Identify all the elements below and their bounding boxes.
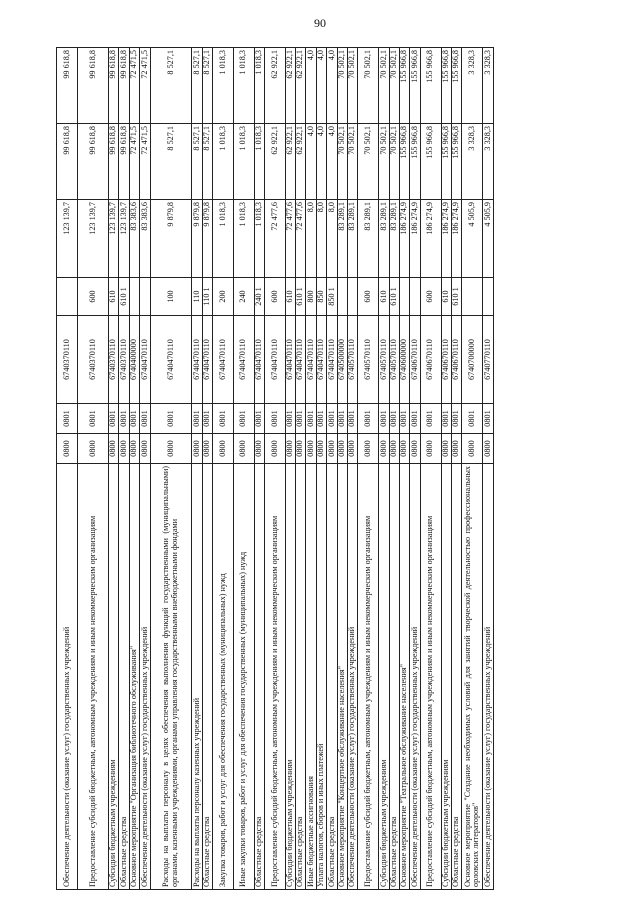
row-amount-1: 123 139,7 bbox=[57, 200, 78, 278]
table-row bbox=[212, 48, 233, 890]
table-row bbox=[202, 48, 212, 890]
table-row bbox=[254, 48, 264, 890]
row-amount-2: 155 966,8 bbox=[451, 124, 461, 200]
row-amount-1: 9 879,8 bbox=[202, 200, 212, 278]
row-amount-2: 1 018,3 bbox=[233, 124, 254, 200]
row-amount-3: 70 502,1 bbox=[358, 48, 379, 124]
row-target-code: 6740470110 bbox=[140, 316, 150, 404]
row-target-code: 6740470110 bbox=[150, 316, 192, 404]
row-section-code: 0801 bbox=[306, 404, 316, 434]
row-section-code: 0801 bbox=[254, 404, 264, 434]
table-row bbox=[192, 48, 202, 890]
row-expense-type: 110 bbox=[192, 278, 202, 316]
row-name: Уплата налогов, сборов и иных платежей bbox=[316, 464, 326, 890]
row-name: Субсидии бюджетным учреждениям bbox=[379, 464, 389, 890]
row-amount-3: 4,0 bbox=[306, 48, 316, 124]
row-name: Предоставление субсидий бюджетным, автономным учреждениям и иным некоммерческим организациям bbox=[420, 464, 441, 890]
table-row bbox=[337, 48, 347, 890]
row-amount-1: 8,0 bbox=[327, 200, 337, 278]
row-amount-1: 83 383,6 bbox=[129, 200, 139, 278]
row-amount-2: 70 502,1 bbox=[389, 124, 399, 200]
row-amount-2: 99 618,8 bbox=[57, 124, 78, 200]
row-expense-type: 610 1 bbox=[451, 278, 461, 316]
row-amount-1: 8,0 bbox=[316, 200, 326, 278]
row-amount-3: 155 966,8 bbox=[400, 48, 410, 124]
row-section-code: 0801 bbox=[389, 404, 399, 434]
row-expense-type: 850 bbox=[316, 278, 326, 316]
row-expense-type: 610 1 bbox=[389, 278, 399, 316]
table-row bbox=[389, 48, 399, 890]
row-target-code: 6740370110 bbox=[108, 316, 118, 404]
row-name: Основное мероприятие "Концертное обслуживание населения" bbox=[337, 464, 347, 890]
row-amount-2: 99 618,8 bbox=[108, 124, 118, 200]
row-amount-2: 70 502,1 bbox=[379, 124, 389, 200]
row-ved-code: 0800 bbox=[451, 434, 461, 464]
row-amount-1: 186 274,9 bbox=[400, 200, 410, 278]
row-amount-2: 70 502,1 bbox=[348, 124, 358, 200]
row-amount-2: 72 471,5 bbox=[129, 124, 139, 200]
row-expense-type: 610 1 bbox=[119, 278, 129, 316]
row-amount-1: 83 383,6 bbox=[140, 200, 150, 278]
row-section-code: 0801 bbox=[462, 404, 483, 434]
row-amount-3: 99 618,8 bbox=[108, 48, 118, 124]
row-section-code: 0801 bbox=[140, 404, 150, 434]
row-name: Иные бюджетные ассигнования bbox=[306, 464, 316, 890]
row-section-code: 0801 bbox=[285, 404, 295, 434]
row-ved-code: 0800 bbox=[389, 434, 399, 464]
row-amount-2: 99 618,8 bbox=[77, 124, 108, 200]
row-amount-3: 155 966,8 bbox=[451, 48, 461, 124]
row-target-code: 6740570110 bbox=[348, 316, 358, 404]
table-row bbox=[358, 48, 379, 890]
row-amount-3: 70 502,1 bbox=[348, 48, 358, 124]
row-target-code: 6740670110 bbox=[441, 316, 451, 404]
row-target-code: 6740470110 bbox=[327, 316, 337, 404]
row-name: Областные средства bbox=[327, 464, 337, 890]
row-amount-3: 155 966,8 bbox=[420, 48, 441, 124]
row-amount-3: 3 328,3 bbox=[483, 48, 493, 124]
row-amount-1: 4 505,9 bbox=[483, 200, 493, 278]
row-target-code: 6740570110 bbox=[379, 316, 389, 404]
row-amount-1: 1 018,3 bbox=[254, 200, 264, 278]
row-name: Предоставление субсидий бюджетным, автономным учреждениям и иным некоммерческим организациям bbox=[264, 464, 285, 890]
row-name: Субсидии бюджетным учреждениям bbox=[285, 464, 295, 890]
table-row bbox=[420, 48, 441, 890]
row-name: Расходы на выплаты персоналу в целях обеспечения выполнения функций государственными (муниципальными) органами, казенными учреждениями, органами управления государственными внебюджетными фондами bbox=[150, 464, 192, 890]
table-row bbox=[306, 48, 316, 890]
row-expense-type bbox=[410, 278, 420, 316]
row-ved-code: 0800 bbox=[327, 434, 337, 464]
row-amount-3: 1 018,3 bbox=[254, 48, 264, 124]
row-expense-type bbox=[337, 278, 347, 316]
row-ved-code: 0800 bbox=[420, 434, 441, 464]
row-name: Предоставление субсидий бюджетным, автономным учреждениям и иным некоммерческим организациям bbox=[358, 464, 379, 890]
row-name: Основное мероприятие "Театральное обслуживание населения" bbox=[400, 464, 410, 890]
table-row bbox=[400, 48, 410, 890]
row-amount-3: 8 527,1 bbox=[192, 48, 202, 124]
row-amount-2: 3 328,3 bbox=[462, 124, 483, 200]
row-target-code: 6740400000 bbox=[129, 316, 139, 404]
row-amount-1: 9 879,8 bbox=[192, 200, 202, 278]
row-amount-3: 4,0 bbox=[316, 48, 326, 124]
row-name: Иные закупки товаров, работ и услуг для обеспечения государственных (муниципальных) нужд bbox=[233, 464, 254, 890]
row-ved-code: 0800 bbox=[129, 434, 139, 464]
row-amount-1: 123 139,7 bbox=[119, 200, 129, 278]
row-section-code: 0801 bbox=[379, 404, 389, 434]
row-amount-3: 99 618,8 bbox=[57, 48, 78, 124]
table-row bbox=[462, 48, 483, 890]
row-section-code: 0801 bbox=[212, 404, 233, 434]
table-row bbox=[129, 48, 139, 890]
row-target-code: 6740570110 bbox=[358, 316, 379, 404]
table-row bbox=[119, 48, 129, 890]
row-expense-type bbox=[57, 278, 78, 316]
row-amount-1: 72 477,6 bbox=[285, 200, 295, 278]
row-expense-type bbox=[462, 278, 483, 316]
row-ved-code: 0800 bbox=[264, 434, 285, 464]
table-row bbox=[410, 48, 420, 890]
row-target-code: 6740470110 bbox=[254, 316, 264, 404]
budget-table-body bbox=[57, 48, 494, 890]
row-expense-type: 240 bbox=[233, 278, 254, 316]
row-amount-2: 155 966,8 bbox=[400, 124, 410, 200]
table-row bbox=[451, 48, 461, 890]
row-amount-1: 4 505,9 bbox=[462, 200, 483, 278]
row-target-code: 6740500000 bbox=[337, 316, 347, 404]
row-amount-3: 1 018,3 bbox=[212, 48, 233, 124]
row-ved-code: 0800 bbox=[108, 434, 118, 464]
row-amount-1: 1 018,3 bbox=[233, 200, 254, 278]
row-ved-code: 0800 bbox=[233, 434, 254, 464]
row-ved-code: 0800 bbox=[77, 434, 108, 464]
row-section-code: 0801 bbox=[150, 404, 192, 434]
row-name: Обеспечение деятельности (оказание услуг) государственных учреждений bbox=[140, 464, 150, 890]
row-section-code: 0801 bbox=[441, 404, 451, 434]
row-ved-code: 0800 bbox=[441, 434, 451, 464]
table-row bbox=[296, 48, 306, 890]
row-name: Субсидии бюджетным учреждениям bbox=[108, 464, 118, 890]
table-row bbox=[483, 48, 493, 890]
row-target-code: 6740370110 bbox=[57, 316, 78, 404]
row-target-code: 6740370110 bbox=[119, 316, 129, 404]
row-expense-type: 610 1 bbox=[296, 278, 306, 316]
row-section-code: 0801 bbox=[202, 404, 212, 434]
row-expense-type: 600 bbox=[77, 278, 108, 316]
row-ved-code: 0800 bbox=[358, 434, 379, 464]
row-amount-2: 62 922,1 bbox=[264, 124, 285, 200]
table-row bbox=[140, 48, 150, 890]
row-name: Основное мероприятие "Создание необходимых условий для занятий творческой деятельностью профессиональных орловских литераторов" bbox=[462, 464, 483, 890]
row-section-code: 0801 bbox=[420, 404, 441, 434]
row-amount-1: 83 289,1 bbox=[389, 200, 399, 278]
row-amount-1: 83 289,1 bbox=[348, 200, 358, 278]
row-name: Областные средства bbox=[202, 464, 212, 890]
row-ved-code: 0800 bbox=[212, 434, 233, 464]
row-section-code: 0801 bbox=[233, 404, 254, 434]
row-name: Областные средства bbox=[254, 464, 264, 890]
table-row bbox=[57, 48, 78, 890]
row-expense-type: 850 1 bbox=[327, 278, 337, 316]
row-ved-code: 0800 bbox=[150, 434, 192, 464]
row-section-code: 0801 bbox=[327, 404, 337, 434]
row-expense-type: 610 bbox=[285, 278, 295, 316]
row-amount-2: 8 527,1 bbox=[150, 124, 192, 200]
row-section-code: 0801 bbox=[348, 404, 358, 434]
row-section-code: 0801 bbox=[316, 404, 326, 434]
row-ved-code: 0800 bbox=[379, 434, 389, 464]
row-section-code: 0801 bbox=[77, 404, 108, 434]
row-name: Обеспечение деятельности (оказание услуг) государственных учреждений bbox=[410, 464, 420, 890]
row-ved-code: 0800 bbox=[410, 434, 420, 464]
row-amount-1: 186 274,9 bbox=[451, 200, 461, 278]
row-expense-type: 240 1 bbox=[254, 278, 264, 316]
row-amount-2: 4,0 bbox=[316, 124, 326, 200]
budget-table bbox=[56, 47, 494, 890]
table-row bbox=[316, 48, 326, 890]
row-target-code: 6740470110 bbox=[202, 316, 212, 404]
row-expense-type: 600 bbox=[264, 278, 285, 316]
row-ved-code: 0800 bbox=[202, 434, 212, 464]
row-ved-code: 0800 bbox=[483, 434, 493, 464]
row-section-code: 0801 bbox=[358, 404, 379, 434]
row-amount-3: 3 328,3 bbox=[462, 48, 483, 124]
row-name: Обеспечение деятельности (оказание услуг) государственных учреждений bbox=[483, 464, 493, 890]
row-amount-1: 72 477,6 bbox=[264, 200, 285, 278]
row-amount-2: 155 966,8 bbox=[410, 124, 420, 200]
row-ved-code: 0800 bbox=[348, 434, 358, 464]
row-target-code: 6740670110 bbox=[451, 316, 461, 404]
table-row bbox=[441, 48, 451, 890]
row-amount-3: 70 502,1 bbox=[389, 48, 399, 124]
row-target-code: 6740470110 bbox=[212, 316, 233, 404]
table-row bbox=[108, 48, 118, 890]
row-amount-1: 9 879,8 bbox=[150, 200, 192, 278]
row-section-code: 0801 bbox=[400, 404, 410, 434]
row-section-code: 0801 bbox=[129, 404, 139, 434]
row-ved-code: 0800 bbox=[57, 434, 78, 464]
row-expense-type: 610 bbox=[441, 278, 451, 316]
row-ved-code: 0800 bbox=[316, 434, 326, 464]
row-amount-3: 70 502,1 bbox=[379, 48, 389, 124]
row-section-code: 0801 bbox=[451, 404, 461, 434]
row-target-code: 6740600000 bbox=[400, 316, 410, 404]
row-amount-2: 1 018,3 bbox=[212, 124, 233, 200]
row-amount-1: 1 018,3 bbox=[212, 200, 233, 278]
row-ved-code: 0800 bbox=[462, 434, 483, 464]
row-amount-1: 186 274,9 bbox=[420, 200, 441, 278]
row-amount-1: 186 274,9 bbox=[441, 200, 451, 278]
row-amount-3: 62 922,1 bbox=[296, 48, 306, 124]
row-name: Субсидии бюджетным учреждениям bbox=[441, 464, 451, 890]
row-expense-type bbox=[400, 278, 410, 316]
row-amount-1: 8,0 bbox=[306, 200, 316, 278]
row-amount-3: 72 471,5 bbox=[140, 48, 150, 124]
row-name: Обеспечение деятельности (оказание услуг) государственных учреждений bbox=[348, 464, 358, 890]
row-ved-code: 0800 bbox=[192, 434, 202, 464]
row-expense-type: 100 bbox=[150, 278, 192, 316]
row-target-code: 6740570110 bbox=[389, 316, 399, 404]
row-section-code: 0801 bbox=[108, 404, 118, 434]
row-ved-code: 0800 bbox=[119, 434, 129, 464]
row-amount-1: 123 139,7 bbox=[77, 200, 108, 278]
row-amount-2: 70 502,1 bbox=[358, 124, 379, 200]
row-name: Обеспечение деятельности (оказание услуг) государственных учреждений bbox=[57, 464, 78, 890]
row-expense-type: 200 bbox=[212, 278, 233, 316]
row-target-code: 6740470110 bbox=[306, 316, 316, 404]
row-amount-1: 186 274,9 bbox=[410, 200, 420, 278]
row-section-code: 0801 bbox=[57, 404, 78, 434]
row-target-code: 6740470110 bbox=[285, 316, 295, 404]
row-name: Областные средства bbox=[119, 464, 129, 890]
row-target-code: 6740470110 bbox=[264, 316, 285, 404]
row-amount-3: 8 527,1 bbox=[150, 48, 192, 124]
row-name: Закупка товаров, работ и услуг для обеспечения государственных (муниципальных) нужд bbox=[212, 464, 233, 890]
row-expense-type: 600 bbox=[420, 278, 441, 316]
table-row bbox=[233, 48, 254, 890]
row-amount-2: 62 922,1 bbox=[285, 124, 295, 200]
table-row bbox=[327, 48, 337, 890]
row-amount-3: 8 527,1 bbox=[202, 48, 212, 124]
row-target-code: 6740370110 bbox=[77, 316, 108, 404]
row-amount-3: 99 618,8 bbox=[77, 48, 108, 124]
row-section-code: 0801 bbox=[296, 404, 306, 434]
row-ved-code: 0800 bbox=[400, 434, 410, 464]
row-amount-2: 62 922,1 bbox=[296, 124, 306, 200]
table-row bbox=[379, 48, 389, 890]
table-row bbox=[348, 48, 358, 890]
row-amount-3: 62 922,1 bbox=[264, 48, 285, 124]
row-target-code: 6740470110 bbox=[233, 316, 254, 404]
row-name: Областные средства bbox=[389, 464, 399, 890]
row-target-code: 6740470110 bbox=[192, 316, 202, 404]
row-target-code: 6740770110 bbox=[483, 316, 493, 404]
row-expense-type: 110 1 bbox=[202, 278, 212, 316]
row-name: Областные средства bbox=[451, 464, 461, 890]
row-amount-3: 62 922,1 bbox=[285, 48, 295, 124]
row-expense-type: 610 bbox=[379, 278, 389, 316]
row-section-code: 0801 bbox=[410, 404, 420, 434]
row-name: Предоставление субсидий бюджетным, автономным учреждениям и иным некоммерческим организациям bbox=[77, 464, 108, 890]
table-row bbox=[264, 48, 285, 890]
row-section-code: 0801 bbox=[483, 404, 493, 434]
row-amount-3: 155 966,8 bbox=[441, 48, 451, 124]
row-amount-2: 8 527,1 bbox=[192, 124, 202, 200]
row-amount-2: 4,0 bbox=[306, 124, 316, 200]
row-amount-1: 123 139,7 bbox=[108, 200, 118, 278]
row-amount-3: 4,0 bbox=[327, 48, 337, 124]
row-target-code: 6740470110 bbox=[316, 316, 326, 404]
row-amount-2: 8 527,1 bbox=[202, 124, 212, 200]
row-expense-type bbox=[483, 278, 493, 316]
row-ved-code: 0800 bbox=[296, 434, 306, 464]
row-name: Расходы на выплаты персоналу казенных учреждений bbox=[192, 464, 202, 890]
row-expense-type: 610 bbox=[108, 278, 118, 316]
budget-table-rotated bbox=[56, 48, 586, 890]
row-ved-code: 0800 bbox=[254, 434, 264, 464]
row-expense-type: 800 bbox=[306, 278, 316, 316]
row-amount-2: 72 471,5 bbox=[140, 124, 150, 200]
row-section-code: 0801 bbox=[192, 404, 202, 434]
row-amount-3: 99 618,8 bbox=[119, 48, 129, 124]
row-target-code: 6740700000 bbox=[462, 316, 483, 404]
row-section-code: 0801 bbox=[264, 404, 285, 434]
row-section-code: 0801 bbox=[119, 404, 129, 434]
row-ved-code: 0800 bbox=[140, 434, 150, 464]
row-amount-2: 3 328,3 bbox=[483, 124, 493, 200]
page-number: 90 bbox=[314, 16, 326, 30]
table-row bbox=[150, 48, 192, 890]
row-amount-2: 155 966,8 bbox=[420, 124, 441, 200]
row-ved-code: 0800 bbox=[306, 434, 316, 464]
row-section-code: 0801 bbox=[337, 404, 347, 434]
row-amount-1: 83 289,1 bbox=[337, 200, 347, 278]
row-amount-2: 99 618,8 bbox=[119, 124, 129, 200]
row-ved-code: 0800 bbox=[285, 434, 295, 464]
row-amount-3: 1 018,3 bbox=[233, 48, 254, 124]
row-amount-2: 1 018,3 bbox=[254, 124, 264, 200]
row-amount-2: 70 502,1 bbox=[337, 124, 347, 200]
row-amount-3: 72 471,5 bbox=[129, 48, 139, 124]
row-amount-2: 4,0 bbox=[327, 124, 337, 200]
row-expense-type bbox=[348, 278, 358, 316]
row-target-code: 6740670110 bbox=[420, 316, 441, 404]
row-expense-type: 600 bbox=[358, 278, 379, 316]
row-name: Основное мероприятие "Организация библиотечного обслуживания" bbox=[129, 464, 139, 890]
row-target-code: 6740470110 bbox=[296, 316, 306, 404]
row-amount-1: 83 289,1 bbox=[379, 200, 389, 278]
row-amount-2: 155 966,8 bbox=[441, 124, 451, 200]
row-expense-type bbox=[129, 278, 139, 316]
row-name: Областные средства bbox=[296, 464, 306, 890]
row-amount-3: 70 502,1 bbox=[337, 48, 347, 124]
row-expense-type bbox=[140, 278, 150, 316]
row-target-code: 6740670110 bbox=[410, 316, 420, 404]
row-amount-1: 83 289,1 bbox=[358, 200, 379, 278]
table-row bbox=[77, 48, 108, 890]
table-row bbox=[285, 48, 295, 890]
row-amount-3: 155 966,8 bbox=[410, 48, 420, 124]
row-ved-code: 0800 bbox=[337, 434, 347, 464]
row-amount-1: 72 477,6 bbox=[296, 200, 306, 278]
